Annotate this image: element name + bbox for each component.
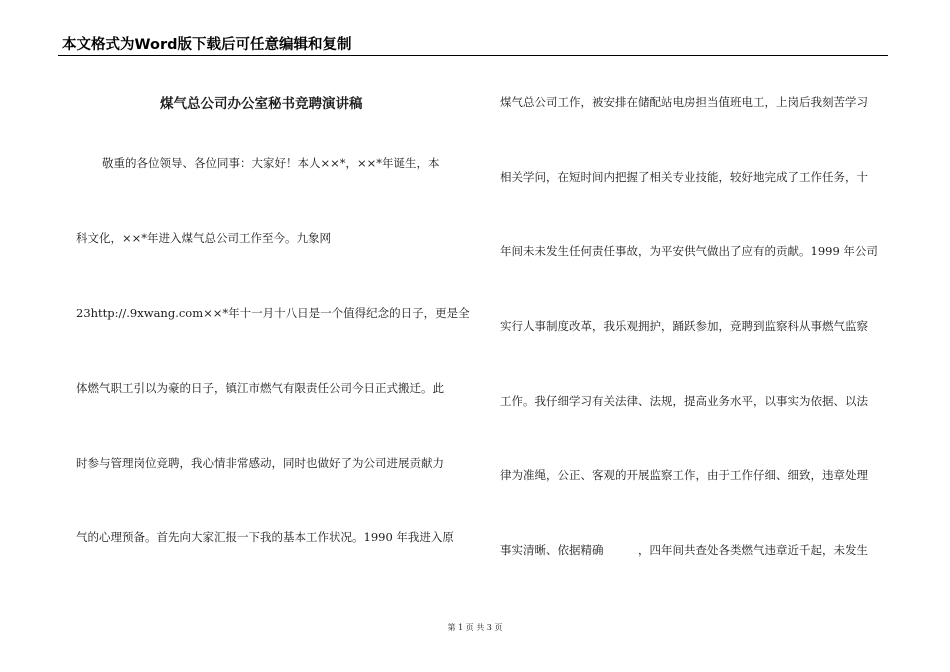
right-column-line: 年间未未发生任何责任事故，为平安供气做出了应有的贡献。1999 年公司 xyxy=(500,244,878,258)
page-number: 第 1 页 共 3 页 xyxy=(447,623,503,632)
banner-divider xyxy=(58,55,888,56)
right-column-line: 相关学问，在短时间内把握了相关专业技能，较好地完成了工作任务，十 xyxy=(500,170,868,184)
left-column-line: 时参与管理岗位竞聘，我心情非常感动，同时也做好了为公司进展贡献力 xyxy=(76,456,444,470)
left-column-line: 科文化，××*年进入煤气总公司工作至今。九象网 xyxy=(76,231,332,245)
right-column-line: 实行人事制度改革，我乐观拥护，踊跃参加，竞聘到监察科从事燃气监察 xyxy=(500,319,868,333)
document-banner: 本文格式为Word版下载后可任意编辑和复制 xyxy=(62,37,352,53)
right-column-line: 煤气总公司工作，被安排在储配站电房担当值班电工，上岗后我刻苦学习 xyxy=(500,95,868,109)
right-column-line: 工作。我仔细学习有关法律、法规，提高业务水平，以事实为依据、以法 xyxy=(500,394,868,408)
left-column-line: 23http://.9xwang.com××*年十一月十八日是一个值得纪念的日子，更是全 xyxy=(76,306,470,320)
left-column-line: 体燃气职工引以为豪的日子，镇江市燃气有限责任公司今日正式搬迁。此 xyxy=(76,381,444,395)
right-column-line: 事实清晰、依据精确 ，四年间共查处各类燃气违章近千起，未发生 xyxy=(500,543,868,557)
document-title: 煤气总公司办公室秘书竞聘演讲稿 xyxy=(160,96,363,112)
left-column-line: 气的心理预备。首先向大家汇报一下我的基本工作状况。1990 年我进入原 xyxy=(76,530,454,544)
right-column-line: 律为准绳，公正、客观的开展监察工作，由于工作仔细、细致，违章处理 xyxy=(500,468,868,482)
left-column-line: 敬重的各位领导、各位同事：大家好！本人××*，××*年诞生，本 xyxy=(102,156,440,170)
